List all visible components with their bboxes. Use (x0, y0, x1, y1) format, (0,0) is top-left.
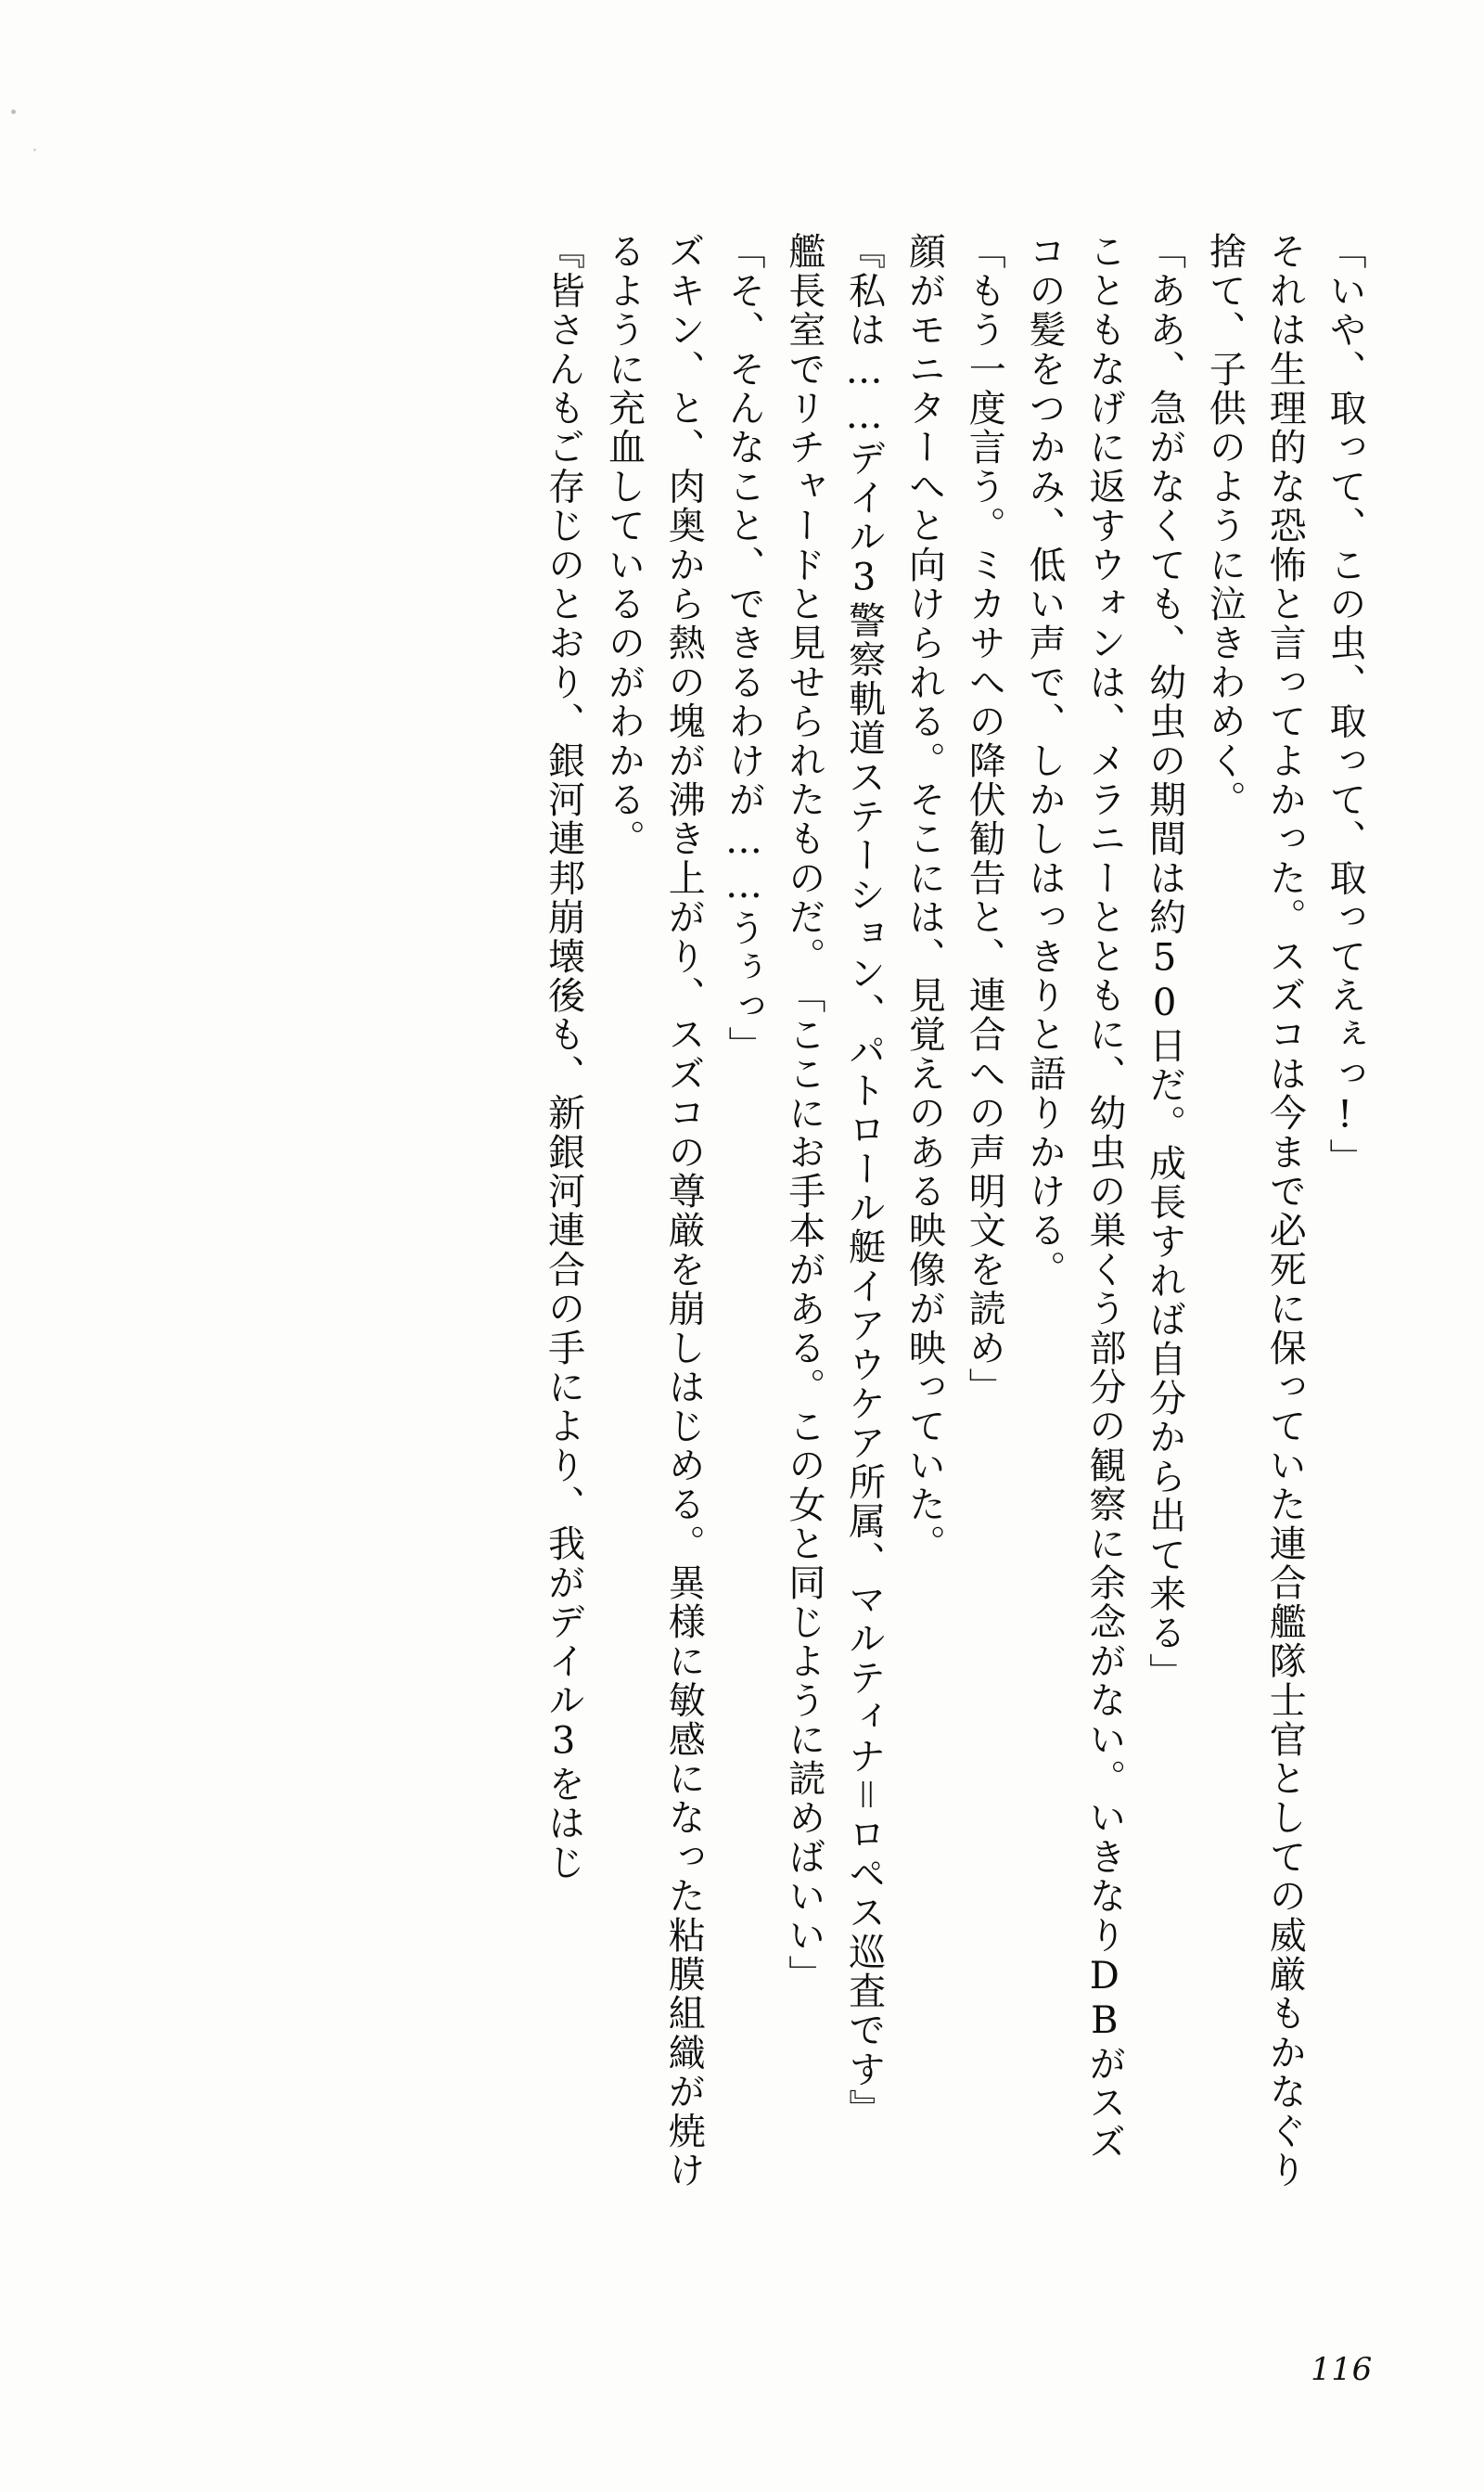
paragraph: 「ここにお手本がある。この女と同じように読めばいい」 (782, 975, 825, 1995)
paragraph: 艦長室でリチャードと見せられたものだ。 (782, 232, 825, 976)
paragraph: それは生理的な恐怖と言ってよかった。スズコは今まで必死に保っていた連合艦隊士官としての威厳もかなぐり捨て、子供のように泣きわめく。 (1203, 232, 1307, 2190)
scan-speck-icon (11, 109, 16, 114)
paragraph: 「ああ、急がなくても、幼虫の期間は約50日だ。成長すれば自分から出て来る」 (1143, 232, 1186, 1692)
paragraph: 「そ、そんなこと、できるわけが……うぅっ」 (723, 232, 766, 1066)
page-number: 116 (1311, 2351, 1373, 2388)
page-body-text (533, 232, 1375, 2199)
paragraph: 「もう一度言う。ミカサへの降伏勧告と、連合への声明文を読め」 (963, 232, 1006, 1407)
paragraph: こともなげに返すウォンは、メラニーとともに、幼虫の巣くう部分の観察に余念がない。いきなりDBがスズコの髪をつかみ、低い声で、しかしはっきりと語りかける。 (1023, 232, 1126, 2162)
paragraph: 『皆さんもご存じのとおり、銀河連邦崩壊後も、新銀河連合の手により、我がデイル3をはじ (542, 232, 585, 1882)
paragraph: 『私は……デイル3警察軌道ステーション、パトロール艇イアウケア所属、マルティナ＝ロペス巡査です』 (842, 232, 886, 2128)
scan-speck-icon (33, 148, 36, 151)
paragraph: ズキン、と、肉奥から熱の塊が沸き上がり、スズコの尊厳を崩しはじめる。異様に敏感になった粘膜組織が焼けるように充血しているのがわかる。 (602, 232, 706, 2190)
paragraph: 顔がモニターへと向けられる。そこには、見覚えのある映像が映っていた。 (902, 232, 946, 1563)
paragraph: 「いや、取って、この虫、取って、取ってえぇっ!」 (1324, 232, 1366, 1177)
